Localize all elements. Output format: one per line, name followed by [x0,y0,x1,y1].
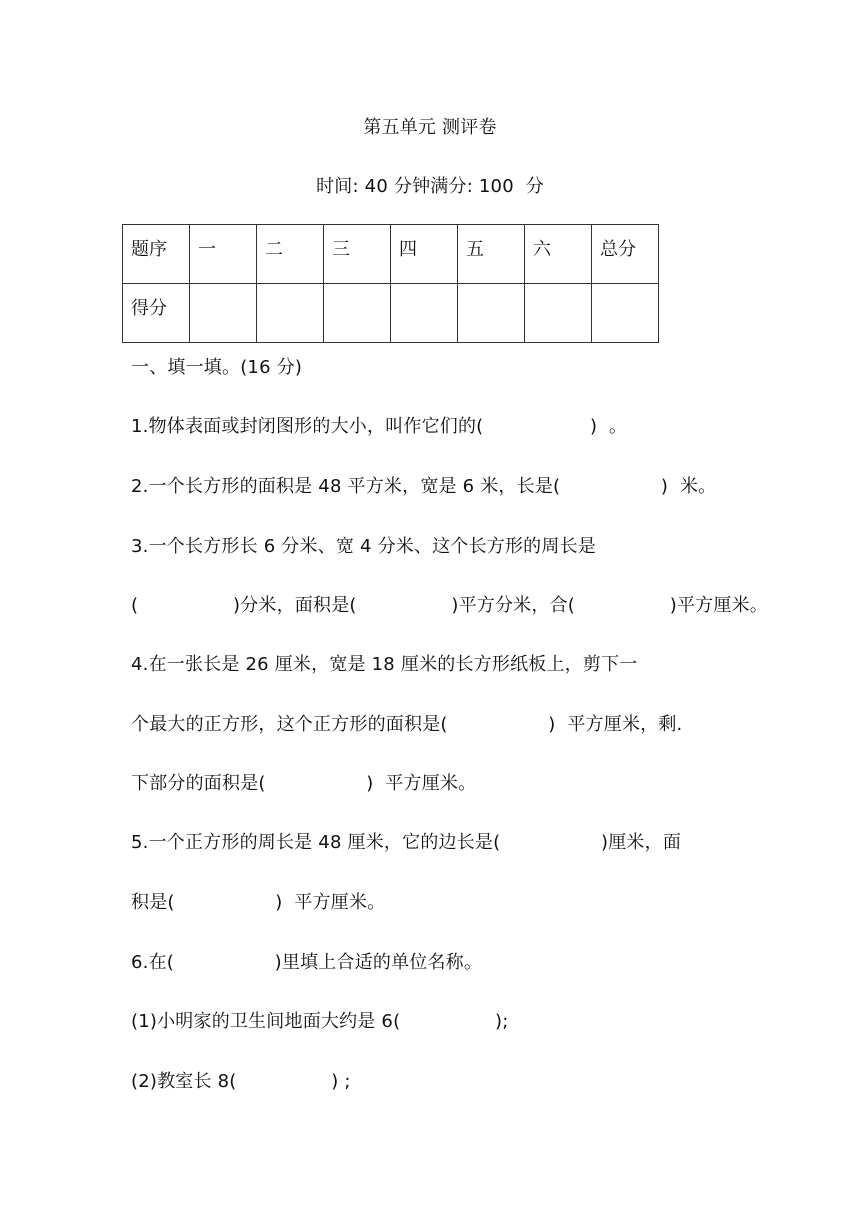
score-table-cell: 题序 [123,225,190,284]
question-line: 个最大的正方形，这个正方形的面积是( ) 平方厘米，剩. [131,714,683,735]
score-input-cell[interactable] [525,284,592,343]
score-input-cell[interactable] [592,284,659,343]
question-line: 2.一个长方形的面积是 48 平方米，宽是 6 米，长是( ) 米。 [131,476,717,497]
score-table-cell: 六 [525,225,592,284]
question-line: 下部分的面积是( ) 平方厘米。 [131,773,477,794]
score-table-cell: 四 [391,225,458,284]
score-table-cell: 三 [324,225,391,284]
question-line: (1)小明家的卫生间地面大约是 6( ); [131,1011,509,1032]
score-input-cell[interactable] [391,284,458,343]
exam-info: 时间: 40 分钟满分: 100 分 [316,176,544,197]
question-line: ( )分米，面积是( )平方分米，合( )平方厘米。 [131,595,768,616]
question-line: 1.物体表面或封闭图形的大小，叫作它们的( ) 。 [131,416,628,437]
question-line: 积是( ) 平方厘米。 [131,892,386,913]
score-table-cell: 得分 [123,284,190,343]
question-line: 6.在( )里填上合适的单位名称。 [131,952,483,973]
score-table-cell: 五 [458,225,525,284]
question-line: 4.在一张长是 26 厘米，宽是 18 厘米的长方形纸板上，剪下一 [131,654,638,675]
score-input-cell[interactable] [257,284,324,343]
score-input-cell[interactable] [324,284,391,343]
score-table [122,224,659,343]
score-table-cell: 一 [190,225,257,284]
score-input-cell[interactable] [190,284,257,343]
section-heading: 一、填一填。(16 分) [131,357,303,378]
page-title: 第五单元 测评卷 [363,117,497,138]
question-line: 5.一个正方形的周长是 48 厘米，它的边长是( )厘米，面 [131,832,682,853]
score-table-header-row [123,225,659,284]
question-line: (2)教室长 8( ) ; [131,1071,351,1092]
score-table-cell: 二 [257,225,324,284]
score-table-cell: 总分 [592,225,659,284]
score-input-cell[interactable] [458,284,525,343]
question-line: 3.一个长方形长 6 分米、宽 4 分米、这个长方形的周长是 [131,536,596,557]
score-table-score-row [123,284,659,343]
